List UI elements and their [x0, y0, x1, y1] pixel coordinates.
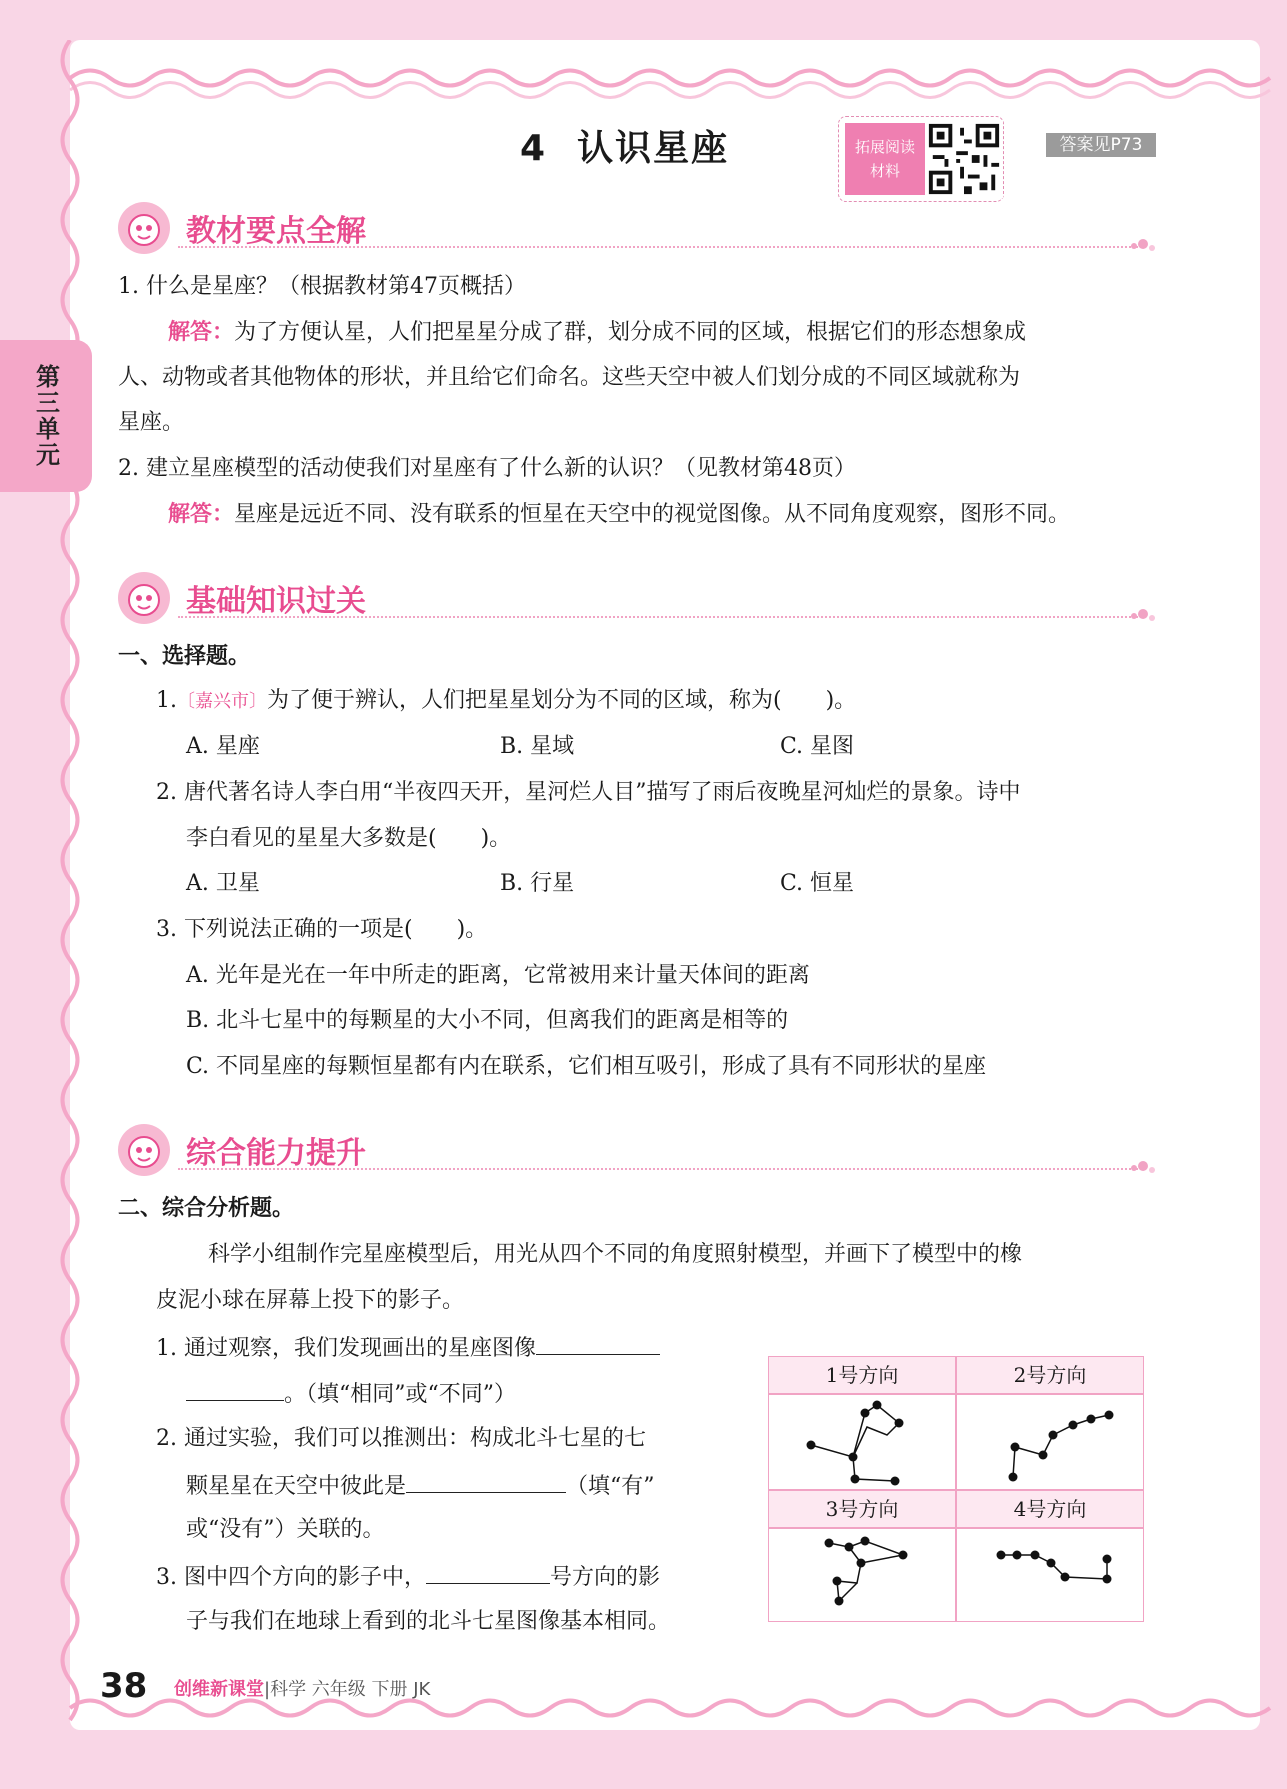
qr-label-line1: 拓展阅读: [854, 138, 915, 156]
lesson-title: 认识星座: [577, 128, 730, 169]
section-divider: [178, 246, 1138, 248]
analysis-q1-line-2: [186, 1378, 516, 1410]
left-wavy-border: [40, 40, 90, 1730]
section-header-basic-knowledge: [118, 570, 1158, 626]
section-divider: [178, 616, 1138, 618]
analysis-q2-line-1: 2. 通过实验，我们可以推测出：构成北斗七星的七: [156, 1426, 646, 1451]
unit-label: 第三单元: [31, 364, 60, 468]
top-wavy-border: [0, 38, 1287, 118]
option-a[interactable]: A. 卫星: [186, 871, 260, 896]
choice-question-2-line-1: 2. 唐代著名诗人李白用“半夜四天开，星河烂人目”描写了雨后夜晚星河灿烂的景象。诗中: [156, 780, 1021, 805]
constellation-shadow-figure: [768, 1356, 1144, 1622]
decorative-dots-icon: [1128, 1158, 1158, 1178]
direction-3-constellation: [769, 1529, 955, 1621]
part-heading-analysis: 二、综合分析题。: [118, 1196, 295, 1221]
choice-question-3: 3. 下列说法正确的一项是( )。: [156, 917, 488, 942]
question-text: （填“有”: [566, 1474, 655, 1499]
answer-blank[interactable]: [536, 1332, 660, 1355]
analysis-q2-line-2: [186, 1470, 655, 1502]
lesson-number: 4: [520, 128, 548, 169]
unit-side-tab: [0, 340, 92, 492]
part-heading-choice: 一、选择题。: [118, 644, 251, 669]
direction-4-constellation: [957, 1529, 1143, 1621]
qr-label-line2: 材料: [869, 162, 900, 180]
option-a[interactable]: A. 光年是光在一年中所走的距离，它常被用来计量天体间的距离: [186, 963, 810, 988]
qr-label: [845, 123, 925, 195]
direction-2-constellation: [957, 1395, 1143, 1489]
page-title: [520, 120, 729, 171]
answer-1-line-2: 人、动物或者其他物体的形状，并且给它们命名。这些天空中被人们划分成的不同区域就称为: [118, 365, 1021, 390]
answer-blank[interactable]: [406, 1470, 566, 1493]
option-c[interactable]: C. 不同星座的每颗恒星都有内在联系，它们相互吸引，形成了具有不同形状的星座: [186, 1054, 987, 1079]
option-c[interactable]: C. 恒星: [780, 871, 855, 896]
answer-1-line-3: 星座。: [118, 410, 185, 435]
brand-name: 创维新课堂: [174, 1679, 264, 1700]
option-a[interactable]: A. 星座: [186, 734, 260, 759]
answer-label: 解答：: [168, 320, 235, 345]
question-text: 颗星星在天空中彼此是: [186, 1474, 407, 1499]
decorative-dots-icon: [1128, 236, 1158, 256]
section-title: 教材要点全解: [186, 214, 366, 249]
answer-1-line-1: [168, 318, 1026, 348]
bottom-wavy-border: [0, 1690, 1287, 1770]
qr-code-icon[interactable]: [925, 119, 1003, 199]
analysis-q1-line-1: [156, 1332, 660, 1364]
page-number: 38: [100, 1666, 148, 1706]
mascot-icon: [118, 202, 170, 254]
answer-text: 为了方便认星，人们把星星分成了群，划分成不同的区域，根据它们的形态想象成: [234, 320, 1027, 345]
option-b[interactable]: B. 行星: [500, 871, 575, 896]
answer-2: [168, 500, 1070, 530]
answer-label: 解答：: [168, 502, 235, 527]
region-tag: 〔嘉兴市〕: [177, 691, 267, 712]
analysis-q3-line-1: [156, 1561, 660, 1593]
footer-info: [174, 1675, 430, 1701]
mascot-icon: [118, 572, 170, 624]
analysis-q3-line-2: 子与我们在地球上看到的北斗七星图像基本相同。: [186, 1609, 671, 1634]
book-info: |科学 六年级 下册 JK: [264, 1679, 431, 1700]
section-divider: [178, 1168, 1138, 1170]
extended-reading-qr[interactable]: [838, 116, 1004, 202]
option-c[interactable]: C. 星图: [780, 734, 855, 759]
mascot-icon: [118, 1124, 170, 1176]
decorative-dots-icon: [1128, 606, 1158, 626]
answer-blank[interactable]: [186, 1378, 284, 1401]
question-number: 1.: [156, 688, 177, 713]
analysis-q2-line-3: 或“没有”）关联的。: [186, 1517, 385, 1542]
direction-3-label: 3号方向: [769, 1491, 955, 1527]
intro-line-2: 皮泥小球在屏幕上投下的影子。: [156, 1288, 465, 1313]
question-text: 号方向的影: [549, 1565, 660, 1590]
direction-1-constellation: [769, 1395, 955, 1489]
question-text: 为了便于辨认，人们把星星划分为不同的区域，称为( )。: [267, 688, 857, 713]
answer-reference-badge: 答案见P73: [1046, 133, 1156, 157]
option-b[interactable]: B. 北斗七星中的每颗星的大小不同，但离我们的距离是相等的: [186, 1008, 789, 1033]
direction-1-label: 1号方向: [769, 1357, 955, 1393]
section-title: 综合能力提升: [186, 1136, 366, 1171]
answer-blank[interactable]: [426, 1561, 550, 1584]
question-2: 2. 建立星座模型的活动使我们对星座有了什么新的认识？（见教材第48页）: [118, 456, 856, 481]
question-1: 1. 什么是星座？（根据教材第47页概括）: [118, 274, 526, 299]
question-text: 3. 图中四个方向的影子中，: [156, 1565, 426, 1590]
answer-text: 星座是远近不同、没有联系的恒星在天空中的视觉图像。从不同角度观察，图形不同。: [234, 502, 1071, 527]
section-title: 基础知识过关: [186, 584, 366, 619]
question-text: 。（填“相同”或“不同”）: [284, 1382, 516, 1407]
question-text: 1. 通过观察，我们发现画出的星座图像: [156, 1336, 536, 1361]
direction-4-label: 4号方向: [957, 1491, 1143, 1527]
direction-2-label: 2号方向: [957, 1357, 1143, 1393]
section-header-key-points: [118, 200, 1158, 256]
intro-line-1: 科学小组制作完星座模型后，用光从四个不同的角度照射模型，并画下了模型中的橡: [208, 1242, 1023, 1267]
option-b[interactable]: B. 星域: [500, 734, 575, 759]
section-header-ability: [118, 1122, 1158, 1178]
choice-question-2-line-2: 李白看见的星星大多数是( )。: [186, 826, 512, 851]
choice-question-1: [156, 686, 856, 717]
